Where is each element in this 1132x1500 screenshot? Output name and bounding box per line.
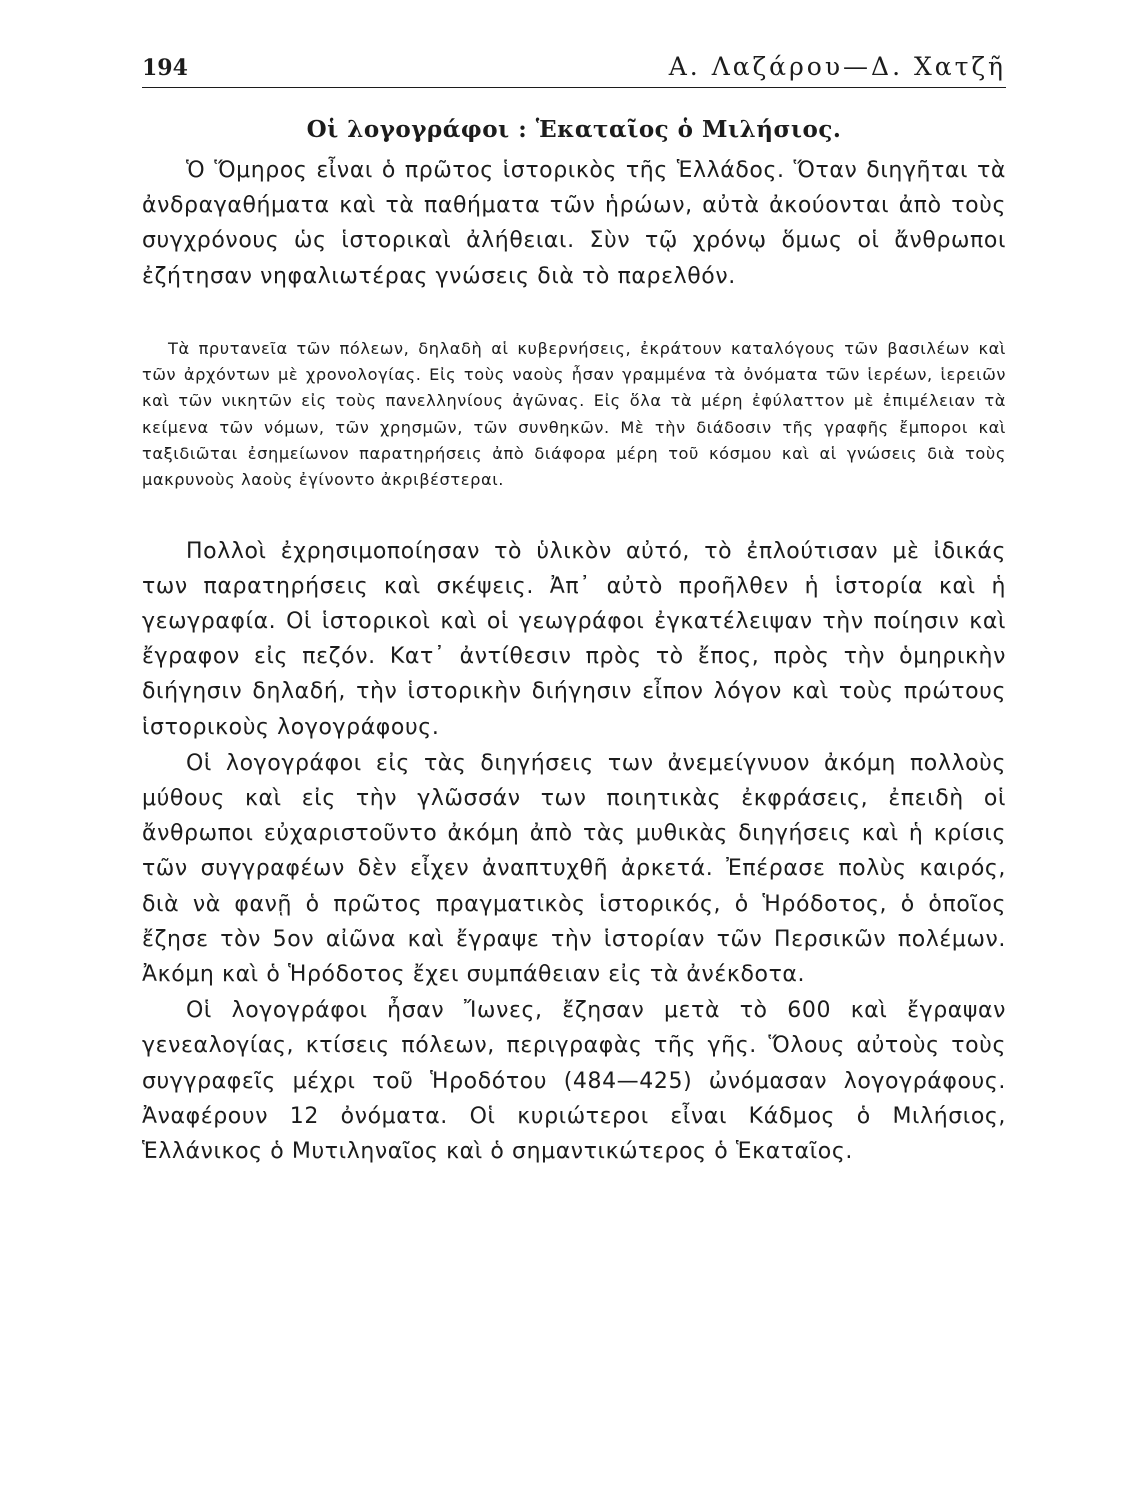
page-number: 194 [142,55,188,81]
page-header [142,52,1006,88]
paragraph-logographers: Οἱ λογογράφοι ἦσαν Ἴωνες, ἔζησαν μετὰ τὸ 600 καὶ ἔγραψαν γενεαλογίας, κτίσεις πόλεων, περιγραφὰς τῆς γῆς. Ὅλους αὐτοὺς τοὺς συγγραφεῖς μέχρι τοῦ Ἡροδότου (484—425) ὠνόμασαν λογογράφους. Ἀναφέρουν 12 ὀνόματα. Οἱ κυριώτεροι εἶναι Κάδμος ὁ Μιλήσιος, Ἑλλάνικος ὁ Μυτιληναῖος καὶ ὁ σημαντικώτερος ὁ Ἑκαταῖος. [142,998,1006,1165]
paragraph-history-geography: Πολλοὶ ἐχρησιμοποίησαν τὸ ὑλικὸν αὐτό, τὸ ἐπλούτισαν μὲ ἰδικάς των παρατηρήσεις καὶ σκέψεις. Ἀπ᾽ αὐτὸ προῆλθεν ἡ ἱστορία καὶ ἡ γεωγραφία. Οἱ ἱστορικοὶ καὶ οἱ γεωγράφοι ἐγκατέλειψαν τὴν ποίησιν καὶ ἔγραφον εἰς πεζόν. Κατ᾽ ἀντίθεσιν πρὸς τὸ ἔπος, πρὸς τὴν ὁμηρικὴν διήγησιν δηλαδή, τὴν ἱστορικὴν διήγησιν εἶπον λόγον καὶ τοὺς πρώτους ἱστορικοὺς λογογράφους. [142,538,1006,740]
running-head: Α. Λαζάρου—Δ. Χατζῆ [668,52,1006,81]
paragraph-herodotus: Οἱ λογογράφοι εἰς τὰς διηγήσεις των ἀνεμείγνυον ἀκόμη πολλοὺς μύθους καὶ εἰς τὴν γλῶσσάν των ποιητικὰς ἐκφράσεις, ἐπειδὴ οἱ ἄνθρωποι εὐχαριστοῦντο ἀκόμη ἀπὸ τὰς μυθικὰς διηγήσεις καὶ ἡ κρίσις τῶν συγγραφέων δὲν εἶχεν ἀναπτυχθῆ ἀρκετά. Ἐπέρασε πολὺς καιρός, διὰ νὰ φανῇ ὁ πρῶτος πραγματικὸς ἱστορικός, ὁ Ἡρόδοτος, ὁ ὁποῖος ἔζησε τὸν 5ον αἰῶνα καὶ ἔγραψε τὴν ἱστορίαν τῶν Περσικῶν πολέμων. Ἀκόμη καὶ ὁ Ἡρόδοτος ἔχει συμπάθειαν εἰς τὰ ἀνέκδοτα. [142,750,1006,988]
book-page [142,52,1006,1169]
small-print-note: Τὰ πρυτανεῖα τῶν πόλεων, δηλαδὴ αἱ κυβερνήσεις, ἐκράτουν καταλόγους τῶν βασιλέων καὶ τῶν ἀρχόντων μὲ χρονολογίας. Εἰς τοὺς ναοὺς ἦσαν γραμμένα τὰ ὀνόματα τῶν ἱερέων, ἱερειῶν καὶ τῶν νικητῶν εἰς τοὺς πανελληνίους ἀγῶνας. Εἰς ὅλα τὰ μέρη ἐφύλαττον μὲ ἐπιμέλειαν τὰ κείμενα τῶν νόμων, τῶν χρησμῶν, τῶν συνθηκῶν. Μὲ τὴν διάδοσιν τῆς γραφῆς ἔμποροι καὶ ταξιδιῶται ἐσημείωνον παρατηρήσεις ἀπὸ διάφορα μέρη τοῦ κόσμου καὶ αἱ γνώσεις διὰ τοὺς μακρυνοὺς λαοὺς ἐγίνοντο ἀκριβέστεραι. [142,338,1006,490]
paragraph-intro: Ὁ Ὅμηρος εἶναι ὁ πρῶτος ἱστορικὸς τῆς Ἑλλάδος. Ὅταν διηγῆται τὰ ἀνδραγαθήματα καὶ τὰ παθήματα τῶν ἡρώων, αὐτὰ ἀκούονται ἀπὸ τοὺς συγχρόνους ὡς ἱστορικαὶ ἀλήθειαι. Σὺν τῷ χρόνῳ ὅμως οἱ ἄνθρωποι ἐζήτησαν νηφαλιωτέρας γνώσεις διὰ τὸ παρελθόν. [142,158,1006,289]
section-title: Οἱ λογογράφοι : Ἑκαταῖος ὁ Μιλήσιος. [306,116,842,143]
